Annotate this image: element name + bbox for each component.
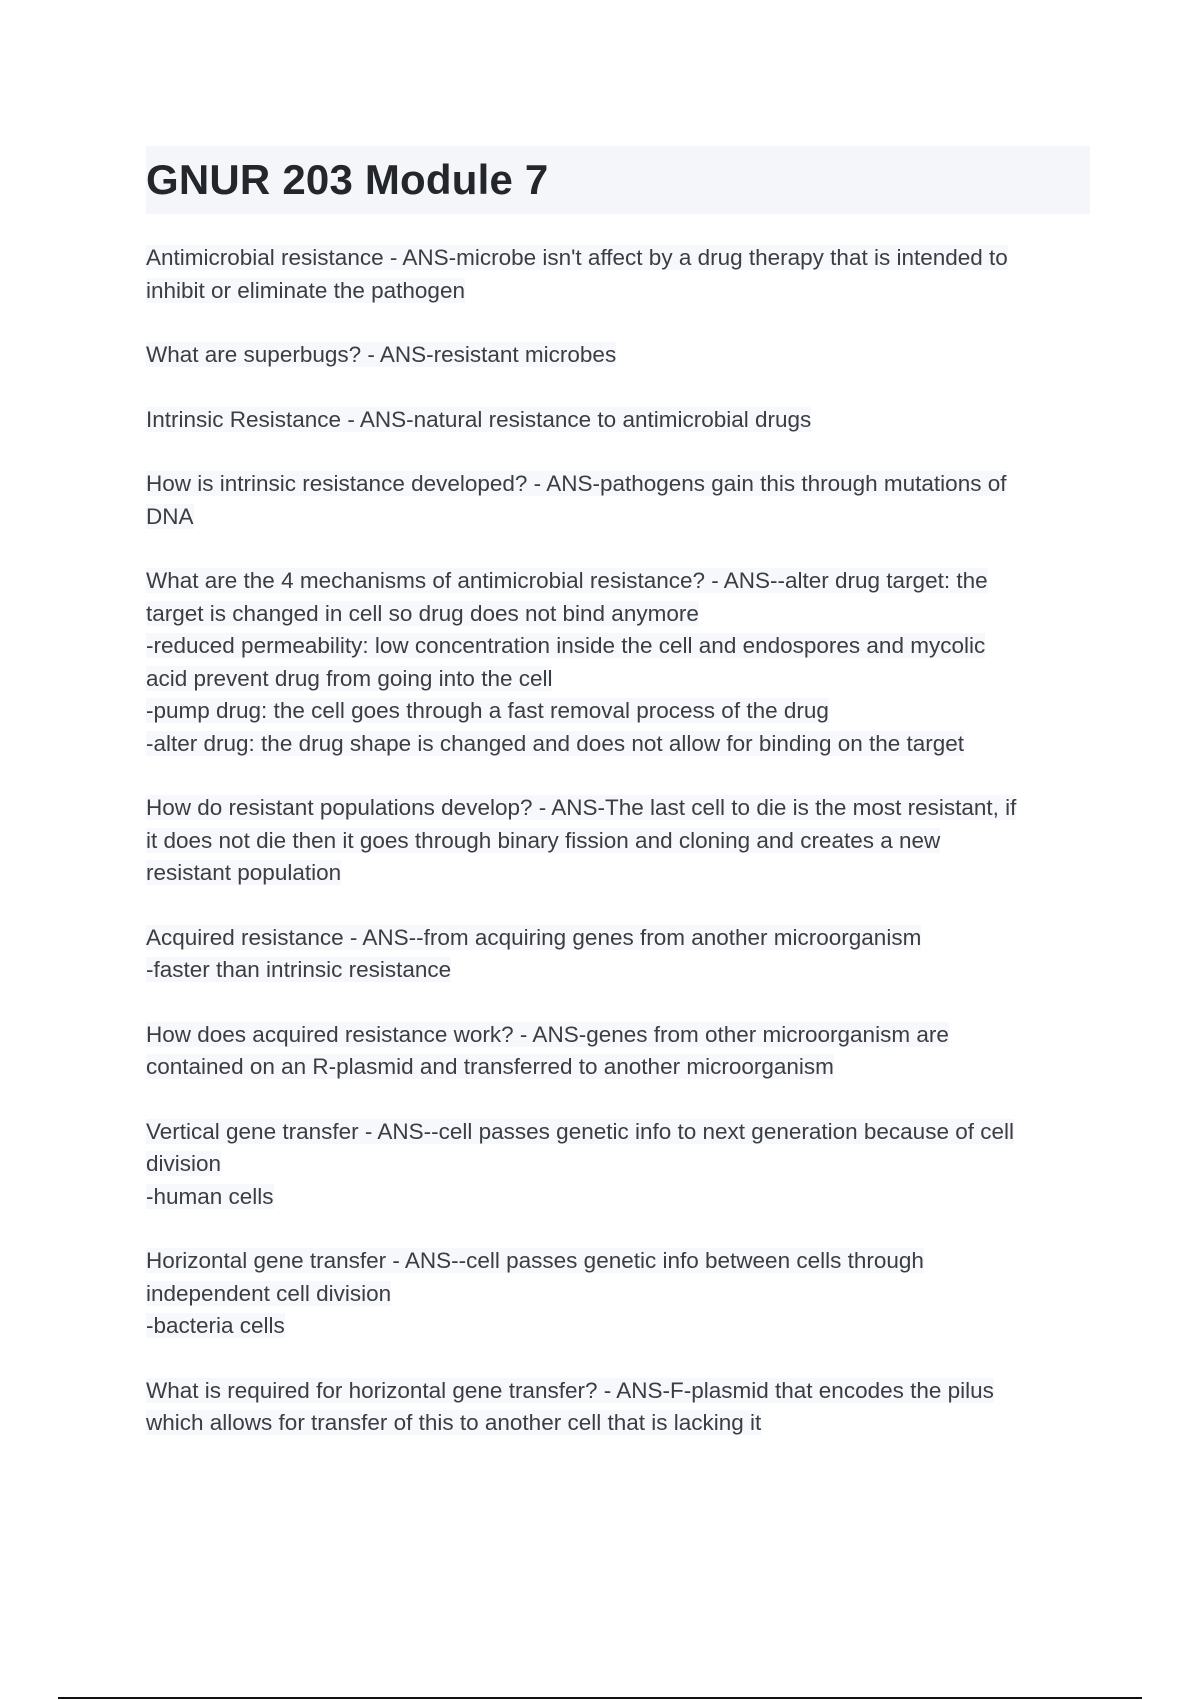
entry-line — [146, 792, 1090, 825]
page-title: GNUR 203 Module 7 — [146, 156, 549, 203]
entry-line-text: -bacteria cells — [146, 1313, 285, 1338]
entry-line — [146, 1407, 1090, 1440]
entry-line-text: Acquired resistance - ANS--from acquiring genes from another microorganism — [146, 924, 922, 950]
entry-line-text: How do resistant populations develop? - ANS-The last cell to die is the most resistant, if — [146, 795, 1017, 820]
entry-line-text: What are superbugs? - ANS-resistant microbes — [146, 342, 617, 367]
footer-divider — [58, 1697, 1142, 1699]
entry-line-text: contained on an R-plasmid and transferred to another microorganism — [146, 1054, 834, 1079]
flashcard-entry — [146, 565, 1090, 760]
entry-line-text: DNA — [146, 503, 194, 529]
flashcard-entry — [146, 792, 1090, 890]
entry-line — [146, 1181, 1090, 1214]
entry-line-text: independent cell division — [146, 1280, 392, 1306]
entry-line-text: -alter drug: the drug shape is changed and does not allow for binding on the target — [146, 730, 965, 756]
entry-line-text: What are the 4 mechanisms of antimicrobial resistance? - ANS--alter drug target: the — [146, 568, 988, 593]
title-block — [146, 146, 1090, 214]
entry-line — [146, 339, 1090, 372]
entry-line — [146, 275, 1090, 308]
flashcard-entry — [146, 1245, 1090, 1343]
entry-line-text: it does not die then it goes through binary fission and cloning and creates a new — [146, 827, 941, 853]
entry-line — [146, 728, 1090, 761]
entry-line — [146, 501, 1090, 534]
entry-line — [146, 630, 1090, 663]
entry-line-text: division — [146, 1151, 222, 1176]
flashcard-entry — [146, 339, 1090, 372]
entry-line — [146, 565, 1090, 598]
flashcard-entry — [146, 1375, 1090, 1440]
entry-line-text: -pump drug: the cell goes through a fast removal process of the drug — [146, 698, 829, 723]
flashcard-entry — [146, 404, 1090, 437]
flashcard-entry — [146, 242, 1090, 307]
entry-line — [146, 1278, 1090, 1311]
entry-line — [146, 1375, 1090, 1408]
entry-line-text: -faster than intrinsic resistance — [146, 957, 452, 982]
entry-line-text: which allows for transfer of this to another cell that is lacking it — [146, 1410, 762, 1435]
entry-line-text: resistant population — [146, 860, 342, 885]
entry-line — [146, 922, 1090, 955]
entry-line — [146, 1310, 1090, 1343]
flashcard-entry — [146, 1116, 1090, 1214]
entry-line — [146, 954, 1090, 987]
entry-line — [146, 695, 1090, 728]
entry-line-text: Horizontal gene transfer - ANS--cell passes genetic info between cells through — [146, 1248, 924, 1273]
flashcard-entry — [146, 468, 1090, 533]
entry-line — [146, 598, 1090, 631]
entry-line — [146, 825, 1090, 858]
entry-line — [146, 1051, 1090, 1084]
flashcard-entry — [146, 922, 1090, 987]
flashcard-list — [146, 242, 1090, 1472]
entry-line-text: How does acquired resistance work? - ANS-genes from other microorganism are — [146, 1021, 949, 1047]
entry-line — [146, 857, 1090, 890]
entry-line-text: Intrinsic Resistance - ANS-natural resistance to antimicrobial drugs — [146, 406, 812, 432]
entry-line — [146, 1116, 1090, 1149]
entry-line — [146, 404, 1090, 437]
entry-line-text: -human cells — [146, 1183, 274, 1209]
entry-line-text: acid prevent drug from going into the cell — [146, 665, 553, 691]
entry-line — [146, 663, 1090, 696]
entry-line-text: What is required for horizontal gene transfer? - ANS-F-plasmid that encodes the pilus — [146, 1377, 994, 1403]
entry-line — [146, 1148, 1090, 1181]
entry-line-text: target is changed in cell so drug does not bind anymore — [146, 600, 699, 626]
entry-line — [146, 1019, 1090, 1052]
flashcard-entry — [146, 1019, 1090, 1084]
entry-line — [146, 468, 1090, 501]
entry-line — [146, 1245, 1090, 1278]
entry-line-text: Antimicrobial resistance - ANS-microbe isn't affect by a drug therapy that is intended to — [146, 245, 1008, 270]
entry-line-text: Vertical gene transfer - ANS--cell passes genetic info to next generation because of cell — [146, 1118, 1014, 1144]
entry-line-text: -reduced permeability: low concentration inside the cell and endospores and mycolic — [146, 633, 986, 658]
entry-line — [146, 242, 1090, 275]
entry-line-text: How is intrinsic resistance developed? - ANS-pathogens gain this through mutations of — [146, 471, 1007, 496]
entry-line-text: inhibit or eliminate the pathogen — [146, 277, 465, 303]
